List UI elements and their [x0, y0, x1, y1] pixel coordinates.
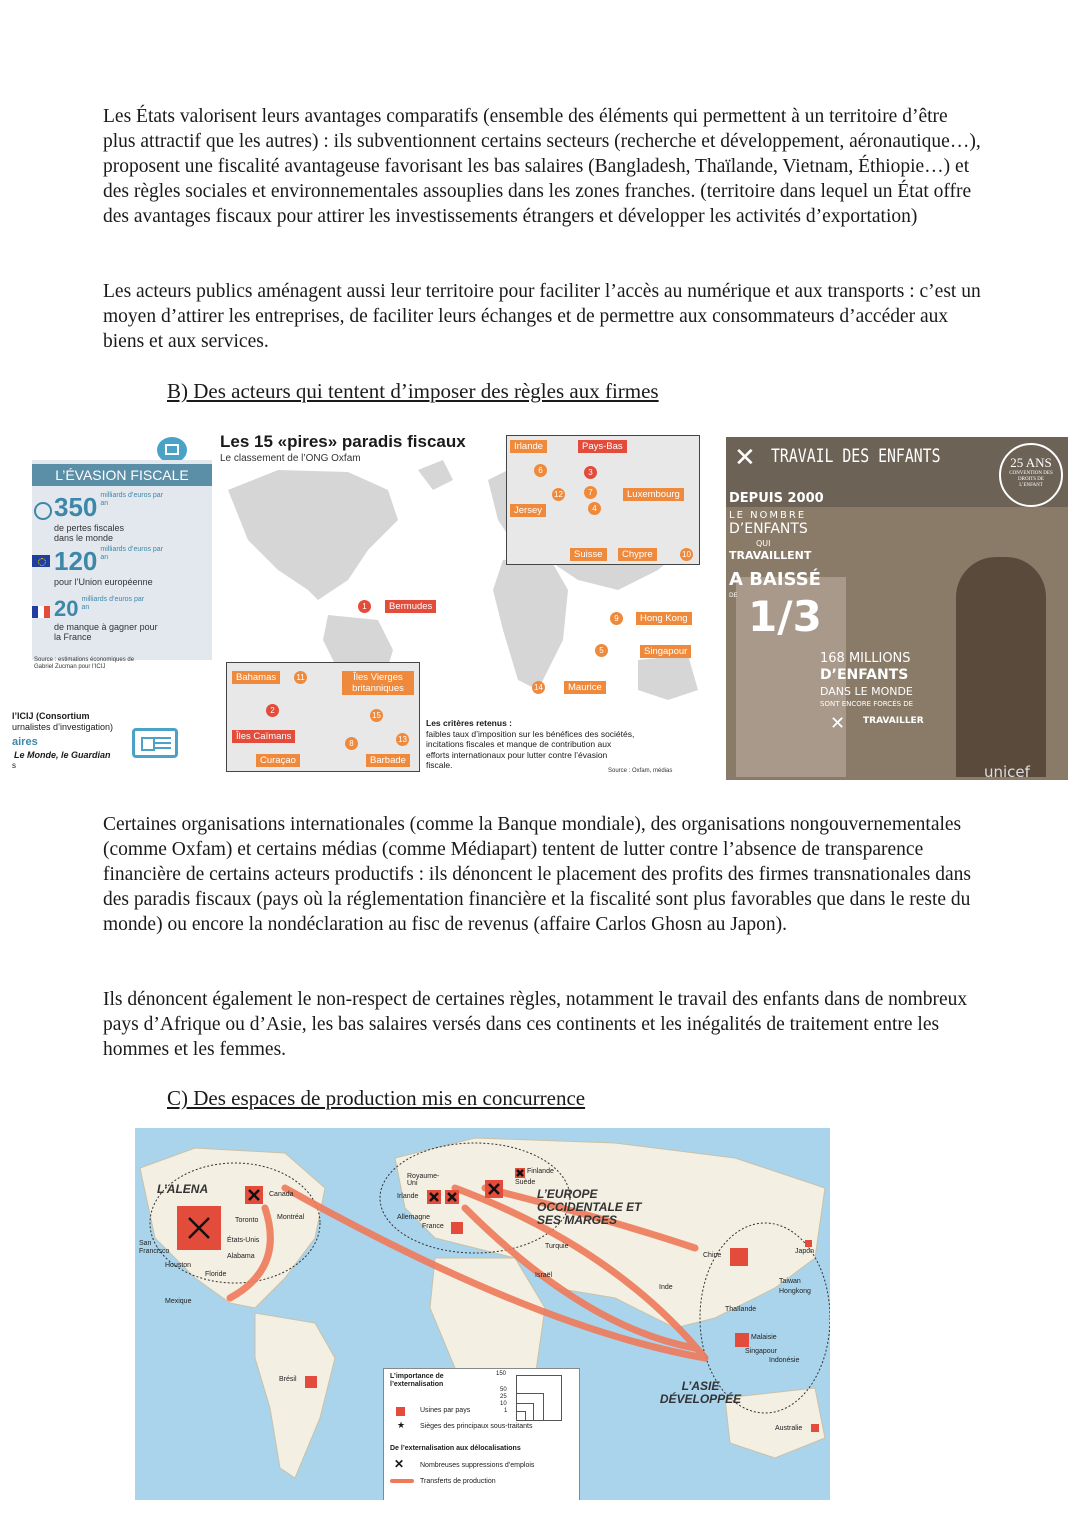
zone-europe: L’EUROPE OCCIDENTALE ET SES MARGES — [537, 1187, 642, 1227]
arrow-swatch — [390, 1479, 414, 1483]
rank-10: 10 — [680, 548, 693, 561]
label-bahamas: Bahamas — [232, 671, 280, 684]
place-finlande: Finlande — [527, 1168, 554, 1175]
place-floride: Floride — [205, 1271, 227, 1278]
map1-criteria: Les critères retenus : faibles taux d’imposition sur les bénéfices des sociétés, incitations fiscales et manque de contribution aux efforts internationaux pour lutter contre l’évasion fiscale. — [426, 718, 635, 770]
rank-15: 15 — [370, 709, 383, 722]
rank-13: 13 — [396, 733, 409, 746]
tax-havens-map — [218, 430, 703, 780]
place-mexique: Mexique — [165, 1298, 192, 1305]
rank-2: 2 — [266, 704, 279, 717]
child-line-2: LE NOMBRE — [729, 510, 807, 521]
label-pays-bas: Pays-Bas — [578, 440, 627, 453]
map1-subtitle: Le classement de l’ONG Oxfam — [220, 453, 361, 464]
map2-legend: L’importance de l’externalisation 150 50 25 10 1 Usines par pays ★ Sièges des principaux sous-traitants De l’externalisation aux délocalisations ✕ Nombreuses suppressions d’emplois Transferts de production — [383, 1368, 580, 1500]
rank-1: 1 — [358, 600, 371, 613]
place-taiwan: Taiwan — [779, 1278, 801, 1285]
place-toronto: Toronto — [235, 1217, 259, 1224]
child-line-11: TRAVAILLER — [863, 716, 924, 726]
label-suisse: Suisse — [570, 548, 607, 561]
tools-icon: ✕ — [734, 443, 756, 473]
paragraph-international-orgs: Certaines organisations internationales (comme la Banque mondiale), des organisations nongouvernementales (comme Oxfam) et certains médias (comme Médiapart) tentent de lutter contre l’absence de transparence financière de certains acteurs productifs : ils dénoncent le placement des profits des firmes transnationales dans des paradis fiscaux (pays où la réglementation financière et la fiscalité sont plus favorables que dans le reste du monde) ou encore la nondéclaration au fisc de revenus (affaire Carlos Ghosn au Japon). — [103, 814, 971, 935]
label-singapour: Singapour — [640, 645, 691, 658]
label-iles-vierges: Îles Vierges britanniques — [342, 671, 414, 695]
label-iles-caimans: Îles Caïmans — [232, 730, 295, 743]
aires-label: aires — [12, 736, 38, 748]
child-line-4: QUI — [756, 539, 771, 548]
size-scale: 150 50 25 10 1 — [494, 1373, 569, 1419]
icij-desc: urnalistes d’investigation) — [12, 722, 114, 732]
papers-label: Le Monde, le Guardian — [14, 750, 111, 760]
evasion-box — [32, 460, 212, 660]
unicef-logo: unicef — [984, 763, 1030, 780]
child-line-6b: DE — [729, 592, 738, 599]
heading-section-b: B) Des acteurs qui tentent d’imposer des règles aux firmes — [167, 379, 659, 403]
rank-3: 3 — [584, 466, 597, 479]
usines-swatch — [396, 1407, 405, 1416]
rank-11: 11 — [294, 671, 307, 684]
france-flag-icon — [32, 606, 50, 618]
label-curacao: Curaçao — [256, 754, 300, 767]
label-hong-kong: Hong Kong — [636, 612, 692, 625]
place-alabama: Alabama — [227, 1253, 255, 1260]
place-singapour: Singapour — [745, 1348, 777, 1355]
place-royaume-uni: Royaume-Uni — [407, 1173, 440, 1187]
rank-5: 5 — [595, 644, 608, 657]
document-icon — [132, 728, 178, 758]
place-montreal: Montréal — [277, 1214, 305, 1221]
label-jersey: Jersey — [510, 504, 546, 517]
label-chypre: Chypre — [618, 548, 657, 561]
star-icon: ★ — [397, 1420, 406, 1430]
evasion-title: L’ÉVASION FISCALE — [32, 464, 212, 486]
rank-7: 7 — [584, 486, 597, 499]
child-labour-poster — [726, 437, 1068, 780]
place-suede: Suède — [515, 1179, 536, 1186]
place-turquie: Turquie — [545, 1243, 569, 1250]
anniversary-badge: 25 ANS CONVENTION DES DROITS DE L’ENFANT — [999, 443, 1063, 507]
paragraph-public-actors: Les acteurs publics aménagent aussi leur territoire pour faciliter l’accès au numérique et aux transports : c’est un moyen d’attirer les entreprises, de faciliter leurs échanges et de permettre aux consommateurs d’accéder aux biens et aux services. — [103, 281, 981, 352]
place-houston: Houston — [165, 1262, 192, 1269]
place-allemagne: Allemagne — [397, 1214, 431, 1221]
label-luxembourg: Luxembourg — [623, 488, 684, 501]
place-etats-unis: États-Unis — [227, 1237, 260, 1244]
place-san-francisco: San Francisco — [139, 1240, 170, 1255]
tools-icon-small: ✕ — [830, 713, 846, 734]
child-fraction: 1/3 — [748, 592, 822, 641]
place-bresil: Brésil — [279, 1376, 297, 1383]
production-spaces-map — [135, 1128, 830, 1500]
label-bermudes: Bermudes — [385, 600, 436, 613]
place-malaisie: Malaisie — [751, 1334, 777, 1341]
label-irlande: Irlande — [510, 440, 547, 453]
heading-section-c: C) Des espaces de production mis en concurrence — [167, 1086, 586, 1110]
child-figure — [956, 557, 1046, 777]
map1-title: Les 15 «pires» paradis fiscaux — [220, 432, 466, 451]
child-line-7: 168 MILLIONS — [820, 651, 911, 666]
place-indonesie: Indonésie — [769, 1357, 800, 1364]
rank-6: 6 — [534, 464, 547, 477]
child-line-3: D’ENFANTS — [729, 521, 808, 537]
globe-icon — [34, 502, 52, 520]
paragraph-denunciations: Ils dénoncent également le non-respect de certaines règles, notamment le travail des enfants dans de nombreux pays d’Afrique ou d’Asie, les bas salaires versés dans ces continents et les inégalités de traitement entre les hommes et les femmes. — [103, 989, 968, 1060]
cross-icon: ✕ — [394, 1457, 405, 1471]
tax-evasion-infographic — [12, 435, 212, 780]
place-thailande: Thaïlande — [725, 1306, 757, 1313]
child-line-5: TRAVAILLENT — [729, 549, 812, 562]
rank-14: 14 — [532, 681, 545, 694]
evasion-row-eu: 120 milliards d’euros par an pour l’Union européenne — [54, 546, 164, 587]
evasion-s: s — [12, 761, 16, 770]
paragraph-comparative-advantages: Les États valorisent leurs avantages comparatifs (ensemble des éléments qui permettent à un territoire d’être plus attractif que les autres) : ils subventionnent certains secteurs (recherche et développement, aéronautique…), proposent une fiscalité avantageuse favorisant les bas salaires (Bangladesh, Thaïlande, Vietnam, Éthiopie…) et des règles sociales et environnementales assouplies dans les zones franches. (territoire dans lequel un État offre des avantages fiscaux pour attirer les investissements étrangers et développer les activités d’exportation) — [103, 106, 981, 227]
eu-flag-icon — [32, 555, 50, 567]
place-israel: Israël — [535, 1272, 553, 1279]
zone-asie: L’ASIE DÉVELOPPÉE — [659, 1379, 742, 1406]
evasion-row-world: 350 milliards d’euros par an de pertes fiscales dans le monde — [54, 492, 164, 543]
child-line-1: DEPUIS 2000 — [729, 491, 824, 506]
child-line-6: A BAISSÉ — [729, 569, 821, 590]
place-australie: Australie — [775, 1425, 803, 1432]
place-inde: Inde — [659, 1284, 673, 1291]
zone-alena: L’ALENA — [157, 1182, 209, 1196]
label-maurice: Maurice — [564, 681, 606, 694]
rank-8: 8 — [345, 737, 358, 750]
child-title: TRAVAIL DES ENFANTS — [771, 445, 941, 467]
rank-4: 4 — [588, 502, 601, 515]
place-france: France — [422, 1223, 444, 1230]
place-japon: Japon — [795, 1248, 815, 1255]
place-irlande: Irlande — [397, 1193, 419, 1200]
child-line-10: SONT ENCORE FORCÉS DE — [820, 700, 914, 708]
child-line-9: DANS LE MONDE — [820, 685, 913, 698]
label-barbade: Barbade — [366, 754, 410, 767]
place-chine: Chine — [703, 1252, 722, 1259]
place-canada: Canada — [269, 1191, 294, 1198]
rank-9: 9 — [610, 612, 623, 625]
icij-label: l’ICIJ (Consortium — [12, 711, 90, 721]
child-line-8: D’ENFANTS — [820, 667, 909, 683]
evasion-row-france: 20 milliards d’euros par an de manque à gagner pour la France — [54, 596, 158, 642]
map1-source: Source : Oxfam, médias — [608, 768, 673, 774]
place-hongkong: Hongkong — [779, 1288, 811, 1295]
evasion-source: Source : estimations économiques de Gabriel Zucman pour l’ICIJ — [34, 657, 135, 670]
rank-12: 12 — [552, 488, 565, 501]
